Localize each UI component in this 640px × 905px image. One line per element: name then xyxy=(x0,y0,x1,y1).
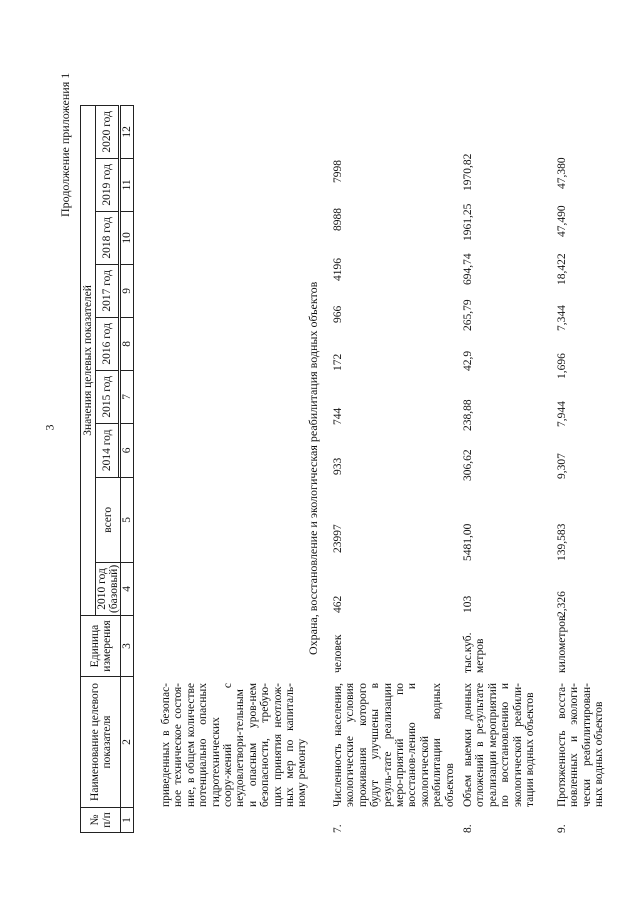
column-number: 5 xyxy=(121,477,134,562)
row-8-unit: тыс.куб. метров xyxy=(462,632,487,673)
header-targets: Значения целевых показателей xyxy=(81,105,96,615)
row-7-value: 7998 xyxy=(332,160,344,183)
row-8-value: 42,9 xyxy=(462,350,474,371)
header-unit: Единица измерения xyxy=(81,616,121,677)
header-year-2018: 2018 год xyxy=(96,211,119,264)
header-year-2015: 2015 год xyxy=(96,370,119,423)
column-number: 7 xyxy=(121,370,134,423)
row-8-value: 306,62 xyxy=(462,449,474,481)
row-7-value: 4196 xyxy=(332,258,344,281)
row-9-value: 47,490 xyxy=(556,205,568,237)
column-number: 12 xyxy=(121,105,134,158)
row-8-name: Объем выемки донных отложений в результате реализации мероприятий по восстановлению и экологической реабили-тации водных объектов xyxy=(462,683,537,807)
row-7-value: 966 xyxy=(332,305,344,323)
header-year-2019: 2019 год xyxy=(96,158,119,211)
row-8-value: 265,79 xyxy=(462,299,474,331)
row-9-value: 18,422 xyxy=(556,253,568,285)
row-7-unit: человек xyxy=(332,634,344,673)
row-9-value: 47,380 xyxy=(556,157,568,189)
column-number: 6 xyxy=(121,423,134,477)
row-7-value: 8988 xyxy=(332,208,344,231)
row-7-total: 23997 xyxy=(332,524,344,553)
row-7-base: 462 xyxy=(332,595,344,613)
row-8-value: 238,88 xyxy=(462,399,474,431)
row-7-value: 744 xyxy=(332,407,344,425)
header-year-2014: 2014 год xyxy=(96,423,119,477)
page-number: 3 xyxy=(42,424,57,431)
column-number: 2 xyxy=(121,677,134,808)
row-9-value: 9,307 xyxy=(556,453,568,479)
section-title: Охрана, восстановление и экологическая реабилитация водных объектов xyxy=(306,281,320,655)
header-table xyxy=(80,105,134,833)
row-9-total: 139,583 xyxy=(556,523,568,561)
column-number: 1 xyxy=(121,808,134,833)
header-base: 2010 год (базовый) xyxy=(96,562,121,615)
header-year-2017: 2017 год xyxy=(96,264,119,317)
row-9-name: Протяженность восста-новленных и экологи-чески реабилитирован-ных водных объектов xyxy=(556,683,606,807)
header-year-2016: 2016 год xyxy=(96,317,119,370)
column-number: 8 xyxy=(121,317,134,370)
column-number: 4 xyxy=(121,562,134,615)
carryover-text: приведенных в безопас-ное техническое состоя-ние, в общем количестве потенциально опасных гидротехнических соору-жений с неудовлетвори-тельным и опасным уров-нем безопасности, требую-щих принятия неотлож-ных мер по капиталь-ному ремонту xyxy=(160,683,309,807)
header-name: Наименование целевого показателя xyxy=(81,677,121,808)
column-number: 9 xyxy=(121,264,134,317)
row-8-total: 5481,00 xyxy=(462,523,474,561)
header-num: № п/п xyxy=(81,808,121,833)
row-8-value: 1961,25 xyxy=(462,203,474,241)
row-8-value: 694,74 xyxy=(462,253,474,285)
header-total: всего xyxy=(96,477,121,562)
row-8-value: 1970,82 xyxy=(462,153,474,191)
row-8-num: 8. xyxy=(462,824,474,833)
header-column-numbers xyxy=(121,105,134,832)
column-number: 10 xyxy=(121,211,134,264)
row-9-value: 7,344 xyxy=(556,305,568,331)
row-9-value: 7,944 xyxy=(556,401,568,427)
header-year-2020: 2020 год xyxy=(96,105,119,158)
column-number: 11 xyxy=(121,158,134,211)
row-9-value: 1,696 xyxy=(556,353,568,379)
row-7-value: 172 xyxy=(332,353,344,371)
row-9-unit: километров xyxy=(556,615,568,673)
row-7-value: 933 xyxy=(332,457,344,475)
row-7-num: 7. xyxy=(332,824,344,833)
continuation-label: Продолжение приложения 1 xyxy=(58,72,72,217)
row-7-name: Численность населения, экологические условия проживания которого будут улучшены в резуль-тате реализации меро-приятий по восстанов-лению и экологической реабилитации водных объектов xyxy=(332,683,456,807)
row-9-num: 9. xyxy=(556,824,568,833)
row-9-base: 2,326 xyxy=(556,591,568,617)
column-number: 3 xyxy=(121,616,134,677)
row-8-base: 103 xyxy=(462,595,474,613)
